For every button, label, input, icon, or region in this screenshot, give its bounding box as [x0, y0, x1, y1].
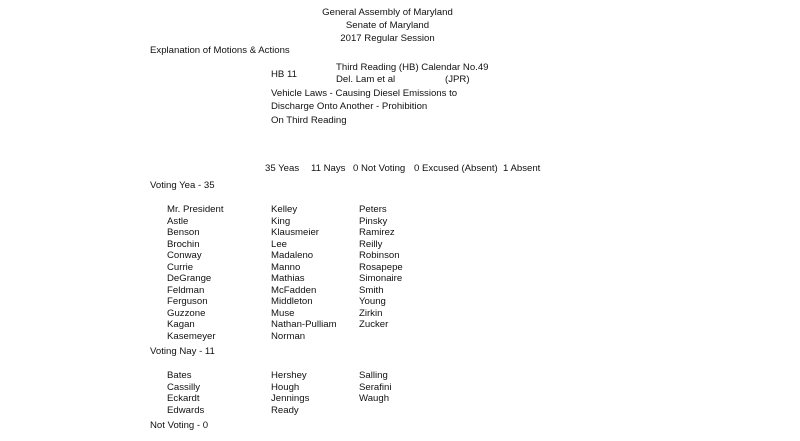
member-name: Robinson — [359, 250, 400, 261]
member-name: DeGrange — [167, 273, 212, 284]
bill-number: HB 11 — [271, 69, 297, 80]
member-name: Eckardt — [167, 393, 200, 404]
member-name: Kagan — [167, 319, 195, 330]
member-name: Hough — [271, 381, 300, 393]
member-name: Ready — [271, 404, 299, 416]
member-name: Reilly — [359, 238, 383, 250]
member-name: Young — [359, 296, 386, 307]
committee: (JPR) — [445, 74, 470, 85]
member-name: Zirkin — [359, 307, 383, 319]
member-name: Cassilly — [167, 381, 201, 393]
member-name: Kelley — [271, 204, 298, 215]
member-name: Brochin — [167, 238, 200, 250]
member-name: Waugh — [359, 393, 390, 404]
member-name: Mr. President — [167, 204, 224, 215]
member-name: Smith — [359, 284, 384, 296]
member-name: Ramirez — [359, 227, 395, 238]
nay-column-3 — [359, 370, 392, 405]
member-name: Nathan-Pulliam — [271, 319, 337, 330]
bill-title-line1: Vehicle Laws - Causing Diesel Emissions to — [271, 88, 458, 99]
assembly-title: General Assembly of Maryland — [322, 7, 453, 18]
member-name: Jennings — [271, 393, 310, 404]
member-name: Lee — [271, 238, 288, 250]
chamber-title: Senate of Maryland — [345, 20, 430, 31]
member-name: McFadden — [271, 284, 317, 296]
tally-absent: 1 Absent — [503, 163, 541, 174]
tally-yeas: 35 Yeas — [265, 163, 300, 174]
member-name: Peters — [359, 204, 387, 215]
member-name: Pinsky — [359, 215, 388, 227]
tally-nays: 11 Nays — [311, 163, 346, 174]
nay-column-1 — [167, 370, 204, 416]
member-name: King — [271, 215, 291, 227]
yea-heading: Voting Yea - 35 — [150, 180, 215, 191]
member-name: Norman — [271, 330, 306, 342]
yea-column-2 — [271, 204, 337, 342]
tally-excused: 0 Excused (Absent) — [414, 163, 498, 174]
member-name: Salling — [359, 370, 388, 381]
member-name: Ferguson — [167, 296, 208, 307]
member-name: Benson — [167, 227, 200, 238]
member-name: Middleton — [271, 296, 313, 307]
reading-calendar: Third Reading (HB) Calendar No.49 — [336, 62, 489, 73]
member-name: Astle — [167, 215, 189, 227]
member-name: Currie — [167, 261, 194, 273]
member-name: Kasemeyer — [167, 330, 216, 342]
member-name: Edwards — [167, 404, 205, 416]
tally-not-voting: 0 Not Voting — [353, 163, 406, 174]
not-voting-heading: Not Voting - 0 — [150, 420, 209, 431]
member-name: Feldman — [167, 284, 205, 296]
nay-column-2 — [271, 370, 309, 416]
member-name: Simonaire — [359, 273, 403, 284]
member-name: Madaleno — [271, 250, 314, 261]
bill-title-line2: Discharge Onto Another - Prohibition — [271, 101, 428, 112]
nay-heading: Voting Nay - 11 — [150, 346, 215, 357]
member-name: Klausmeier — [271, 227, 319, 238]
member-name: Muse — [271, 307, 295, 319]
explanation-link[interactable]: Explanation of Motions & Actions — [150, 45, 290, 56]
yea-column-3 — [359, 204, 403, 331]
member-name: Manno — [271, 261, 301, 273]
member-name: Hershey — [271, 370, 307, 381]
member-name: Rosapepe — [359, 261, 403, 273]
member-name: Conway — [167, 250, 202, 261]
action-text: On Third Reading — [271, 115, 347, 126]
session-title: 2017 Regular Session — [340, 33, 435, 44]
member-name: Bates — [167, 370, 192, 381]
bill-sponsor: Del. Lam et al — [336, 74, 396, 85]
member-name: Mathias — [271, 273, 305, 284]
member-name: Guzzone — [167, 307, 206, 319]
member-name: Serafini — [359, 381, 392, 393]
member-name: Zucker — [359, 319, 389, 330]
yea-column-1 — [167, 204, 224, 342]
